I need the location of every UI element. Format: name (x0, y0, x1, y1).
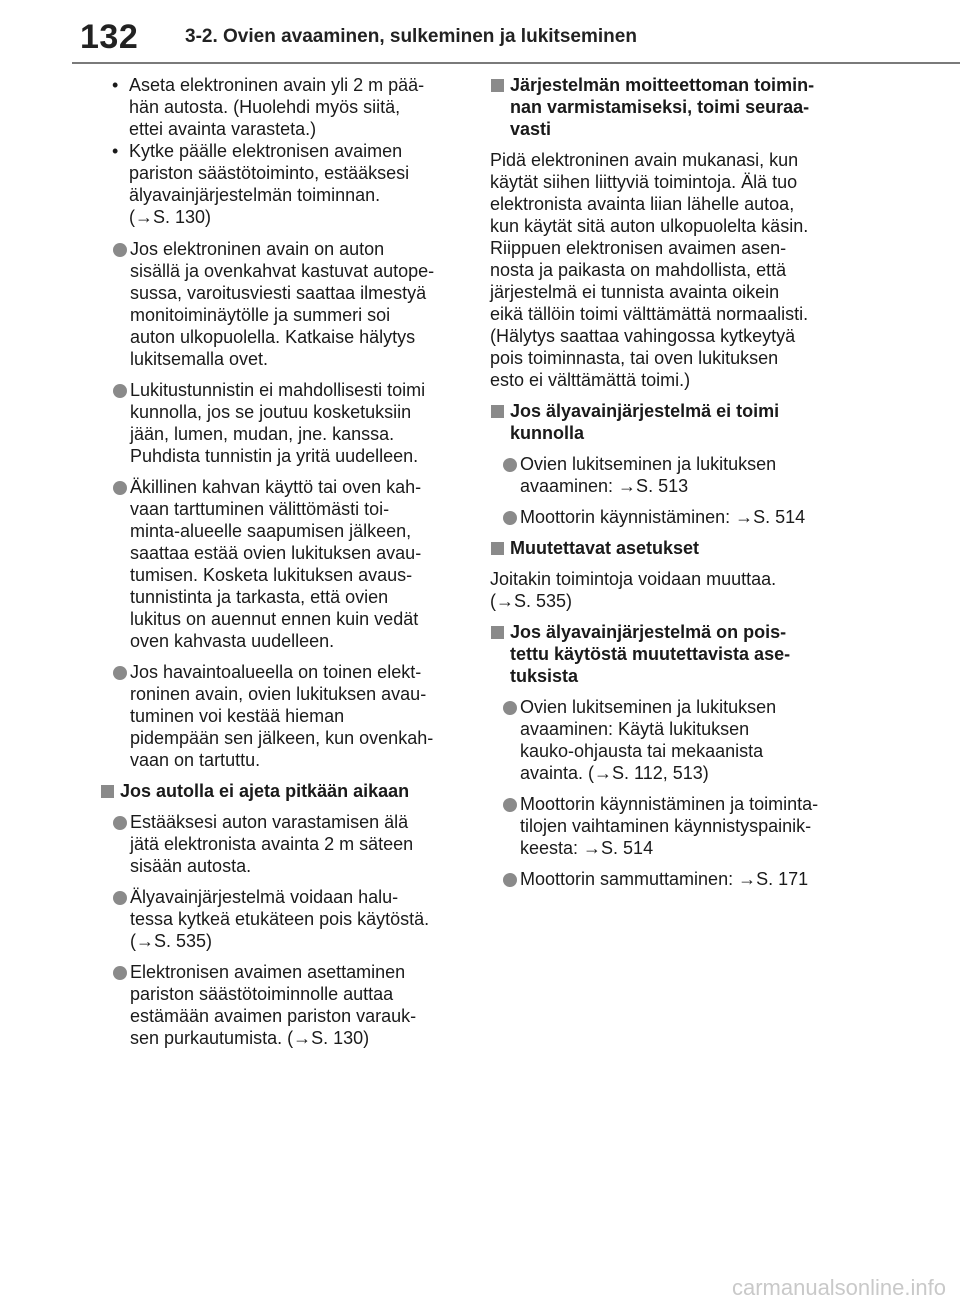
square-bullet-icon (491, 79, 504, 92)
note-item (100, 379, 468, 467)
text-line: Muutettavat asetukset (510, 538, 700, 558)
text-line: hän autosta. (Huolehdi myös siitä, (129, 97, 401, 117)
circle-bullet-icon (113, 384, 127, 398)
text-line: Puhdista tunnistin ja yritä uudelleen. (130, 446, 419, 466)
text-line: vaan tarttuminen välittömästi toi- (130, 499, 390, 519)
text-line: Jos elektroninen avain on auton (130, 239, 385, 259)
text-line: eikä tällöin toimi välttämättä normaalisti. (490, 304, 809, 324)
page-number: 132 (80, 18, 139, 56)
circle-bullet-icon (503, 511, 517, 525)
text-line: kunnolla, jos se joutuu kosketuksiin (130, 402, 412, 422)
text-line: Järjestelmän moitteettoman toimin- (510, 75, 815, 95)
text-line: (→S. 130) (129, 207, 212, 227)
text-line: keesta: →S. 514 (520, 838, 654, 858)
bullet-icon: • (112, 75, 119, 95)
text-line: vasti (510, 119, 552, 139)
text-line: jätä elektronista avainta 2 m säteen (130, 834, 414, 854)
left-column (100, 74, 468, 1049)
text-line: Moottorin käynnistäminen ja toiminta- (520, 794, 819, 814)
text-line: auton ulkopuolella. Katkaise hälytys (130, 327, 416, 347)
note-item (100, 811, 468, 877)
text-line: monitoiminäytölle ja summeri soi (130, 305, 391, 325)
square-bullet-icon (491, 542, 504, 555)
text-line: (Hälytys saattaa vahingossa kytkeytyä (490, 326, 796, 346)
note-item (490, 696, 862, 784)
subheading (490, 400, 862, 444)
header-rule (72, 62, 960, 64)
text-line: tettu käytöstä muutettavista ase- (510, 644, 791, 664)
text-line: Ovien lukitseminen ja lukituksen (520, 454, 777, 474)
text-line: (→S. 535) (490, 591, 573, 611)
text-line: pidempään sen jälkeen, kun ovenkah- (130, 728, 434, 748)
text-line: tumisen. Kosketa lukituksen avaus- (130, 565, 413, 585)
text-line: sen purkautumista. (→S. 130) (130, 1028, 370, 1048)
text-line: avaaminen: →S. 513 (520, 476, 689, 496)
circle-bullet-icon (503, 798, 517, 812)
text-line: saattaa estää ovien lukituksen avau- (130, 543, 422, 563)
text-line: nan varmistamiseksi, toimi seuraa- (510, 97, 810, 117)
text-line: avaaminen: Käytä lukituksen (520, 719, 750, 739)
text-line: kauko-ohjausta tai mekaanista (520, 741, 764, 761)
note-item (100, 886, 468, 952)
text-line: avainta. (→S. 112, 513) (520, 763, 709, 783)
text-line: ettei avainta varasteta.) (129, 119, 317, 139)
text-line: oven kahvasta uudelleen. (130, 631, 335, 651)
text-line: järjestelmä ei tunnista avainta oikein (490, 282, 780, 302)
text-line: Jos älyavainjärjestelmä ei toimi (510, 401, 780, 421)
text-line: Jos autolla ei ajeta pitkään aikaan (120, 781, 410, 801)
square-bullet-icon (101, 785, 114, 798)
text-line: Elektronisen avaimen asettaminen (130, 962, 406, 982)
text-line: Jos havaintoalueella on toinen elekt- (130, 662, 422, 682)
note-item (100, 961, 468, 1049)
section-title: 3-2. Ovien avaaminen, sulkeminen ja lukitseminen (185, 26, 637, 47)
note-item (100, 238, 468, 370)
text-line: tunnistinta ja tarkasta, että ovien (130, 587, 389, 607)
text-line: sisään autosta. (130, 856, 252, 876)
circle-bullet-icon (113, 666, 127, 680)
note-item (490, 453, 862, 497)
text-line: pariston säästötoiminto, estääksesi (129, 163, 410, 183)
circle-bullet-icon (503, 458, 517, 472)
text-line: esto ei välttämättä toimi.) (490, 370, 691, 390)
note-item (490, 506, 862, 528)
text-line: Äkillinen kahvan käyttö tai oven kah- (130, 477, 422, 497)
square-bullet-icon (491, 626, 504, 639)
text-line: Estääksesi auton varastamisen älä (130, 812, 409, 832)
subheading (490, 621, 862, 687)
text-line: Pidä elektroninen avain mukanasi, kun (490, 150, 799, 170)
text-line: Ovien lukitseminen ja lukituksen (520, 697, 777, 717)
text-line: Aseta elektroninen avain yli 2 m pää- (129, 75, 425, 95)
bullet-icon: • (112, 141, 119, 161)
paragraph (490, 149, 862, 391)
text-line: Lukitustunnistin ei mahdollisesti toimi (130, 380, 426, 400)
text-line: Joitakin toimintoja voidaan muuttaa. (490, 569, 777, 589)
text-line: minta-alueelle saapumisen jälkeen, (130, 521, 412, 541)
text-line: kunnolla (510, 423, 585, 443)
circle-bullet-icon (503, 701, 517, 715)
text-line: pariston säästötoiminnolle auttaa (130, 984, 394, 1004)
text-line: (→S. 535) (130, 931, 213, 951)
circle-bullet-icon (113, 481, 127, 495)
text-line: Riippuen elektronisen avaimen asen- (490, 238, 787, 258)
text-line: Jos älyavainjärjestelmä on pois- (510, 622, 787, 642)
text-line: Kytke päälle elektronisen avaimen (129, 141, 403, 161)
paragraph (490, 568, 862, 612)
circle-bullet-icon (503, 873, 517, 887)
note-item (100, 476, 468, 652)
watermark: carmanualsonline.info (731, 1275, 946, 1300)
subheading (490, 537, 862, 559)
text-line: tessa kytkeä etukäteen pois käytöstä. (130, 909, 430, 929)
note-item (490, 793, 862, 859)
circle-bullet-icon (113, 816, 127, 830)
circle-bullet-icon (113, 243, 127, 257)
text-line: sisällä ja ovenkahvat kastuvat autope- (130, 261, 435, 281)
text-line: vaan on tartuttu. (130, 750, 261, 770)
subheading (100, 780, 468, 802)
text-line: käytät siihen liittyviä toimintoja. Älä tuo (490, 172, 798, 192)
text-line: estämään avaimen pariston varauk- (130, 1006, 417, 1026)
text-line: tuminen voi kestää hieman (130, 706, 345, 726)
circle-bullet-icon (113, 891, 127, 905)
right-column (490, 74, 862, 890)
circle-bullet-icon (113, 966, 127, 980)
text-line: tilojen vaihtaminen käynnistyspainik- (520, 816, 812, 836)
text-line: älyavainjärjestelmän toiminnan. (129, 185, 381, 205)
text-line: Moottorin sammuttaminen: →S. 171 (520, 869, 809, 889)
page-header (0, 0, 960, 66)
text-line: lukitus on auennut ennen kuin vedät (130, 609, 419, 629)
text-line: Älyavainjärjestelmä voidaan halu- (130, 887, 399, 907)
subheading (490, 74, 862, 140)
text-line: lukitsemalla ovet. (130, 349, 269, 369)
text-line: elektronista avainta liian lähelle autoa, (490, 194, 795, 214)
text-line: sussa, varoitusviesti saattaa ilmestyä (130, 283, 427, 303)
text-line: tuksista (510, 666, 579, 686)
note-item (490, 868, 862, 890)
bullet-item (100, 140, 468, 228)
square-bullet-icon (491, 405, 504, 418)
text-line: nosta ja paikasta on mahdollista, että (490, 260, 787, 280)
bullet-item (100, 74, 468, 140)
text-line: kun käytät sitä auton ulkopuolelta käsin. (490, 216, 809, 236)
note-item (100, 661, 468, 771)
text-line: pois toiminnasta, tai oven lukituksen (490, 348, 779, 368)
text-line: roninen avain, ovien lukituksen avau- (130, 684, 427, 704)
text-line: jään, lumen, mudan, jne. kanssa. (130, 424, 395, 444)
text-line: Moottorin käynnistäminen: →S. 514 (520, 507, 806, 527)
